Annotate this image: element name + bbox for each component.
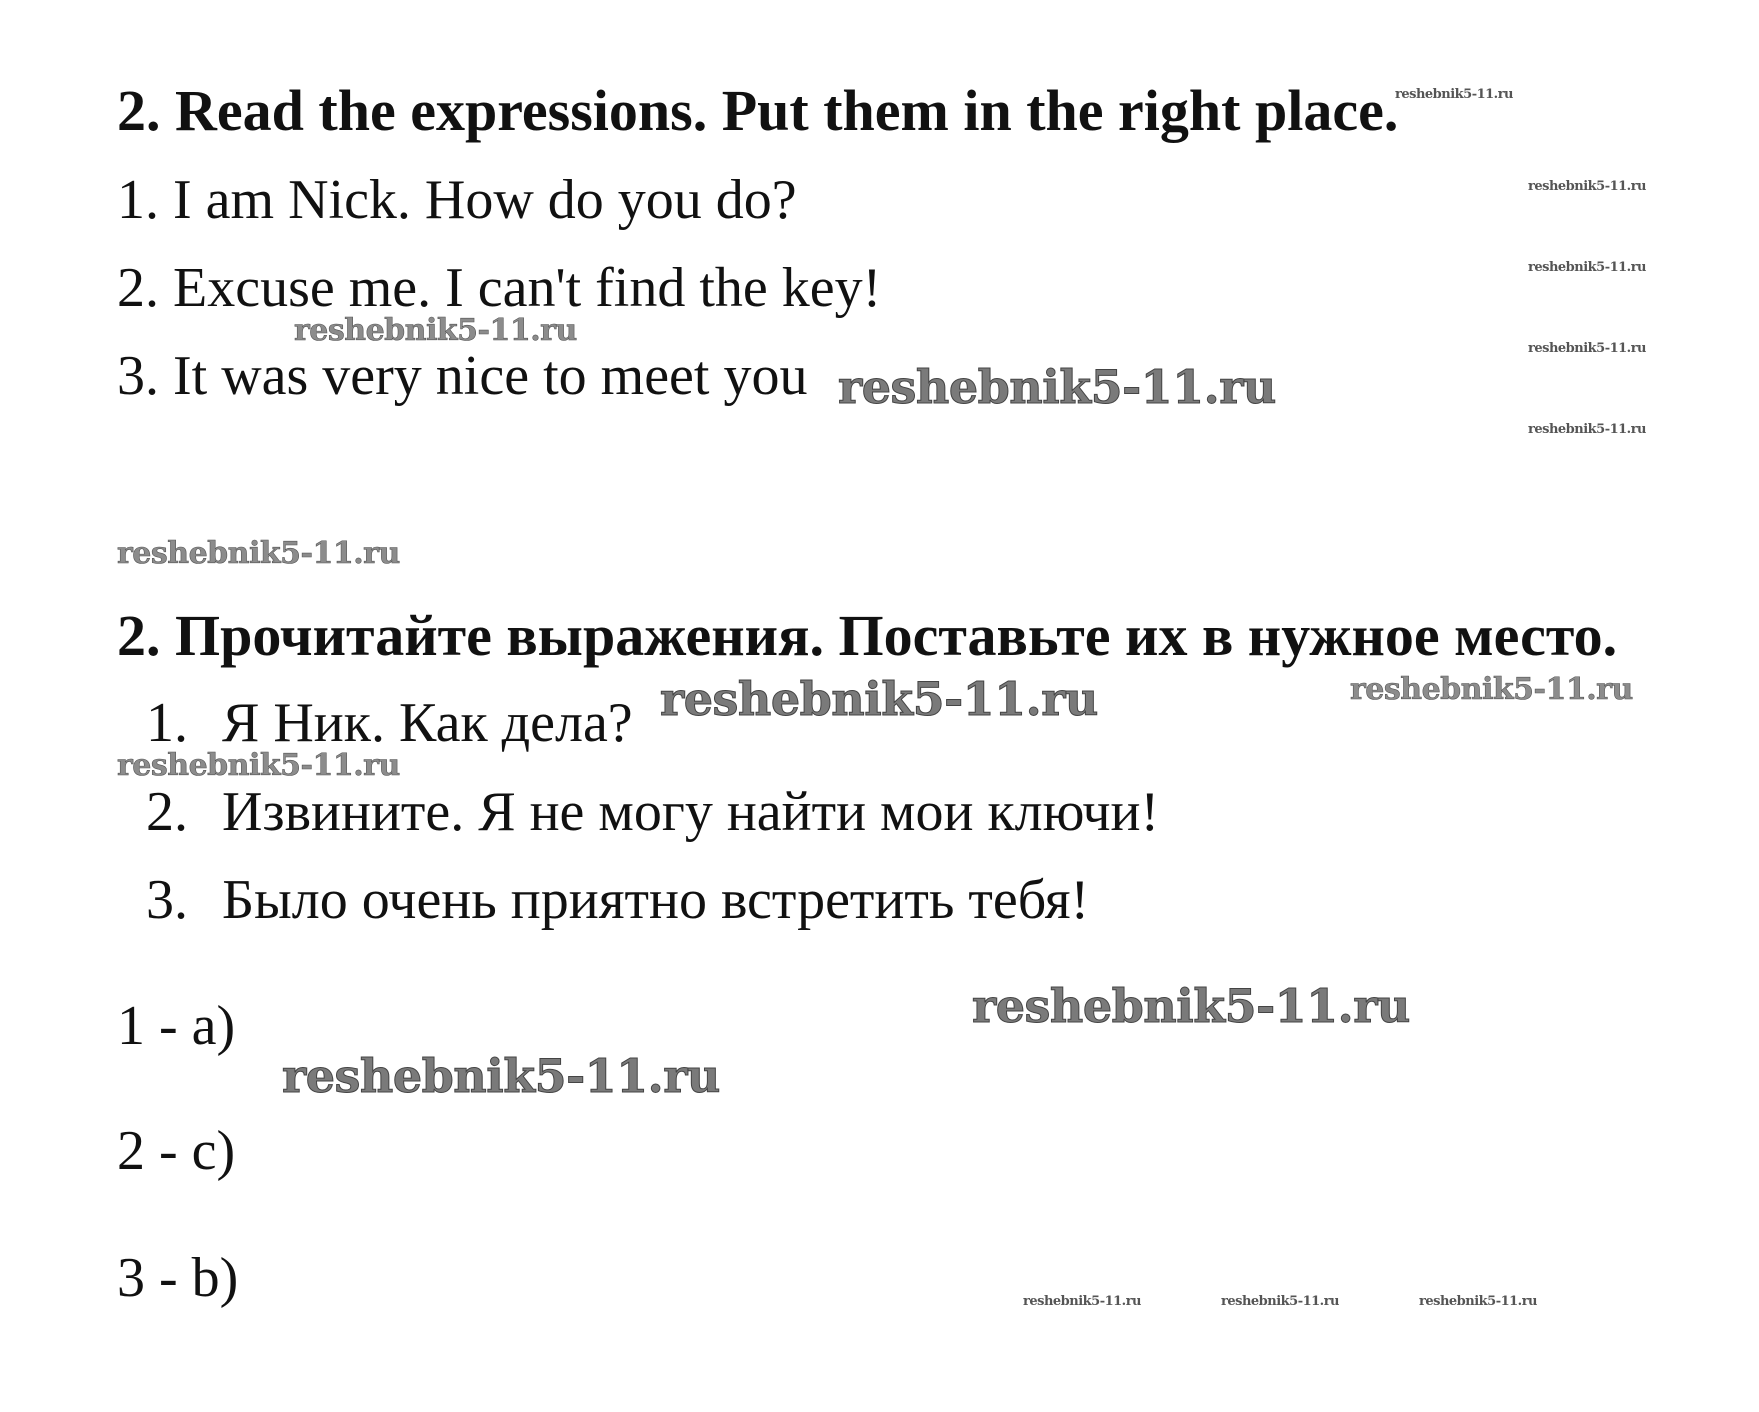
watermark: reshebnik5-11.ru — [1221, 1294, 1340, 1309]
watermark: reshebnik5-11.ru — [1528, 422, 1647, 437]
answer-1: 1 - a) — [117, 995, 236, 1057]
item-text: Извините. Я не могу найти мои ключи! — [222, 781, 1160, 843]
item-number: 3. — [146, 869, 188, 931]
item-text: Я Ник. Как дела? — [222, 692, 633, 754]
watermark: reshebnik5-11.ru — [660, 672, 1098, 726]
answer-2: 2 - c) — [117, 1120, 236, 1182]
exercise-item-en-2: 2. Excuse me. I can't find the key! — [117, 257, 882, 319]
watermark: reshebnik5-11.ru — [1023, 1294, 1142, 1309]
watermark: reshebnik5-11.ru — [1528, 179, 1647, 194]
exercise-heading-en: 2. Read the expressions. Put them in the right place. — [117, 78, 1399, 143]
watermark: reshebnik5-11.ru — [1395, 87, 1514, 102]
watermark: reshebnik5-11.ru — [1528, 260, 1647, 275]
exercise-heading-ru: 2. Прочитайте выражения. Поставьте их в нужное место. — [117, 603, 1618, 668]
watermark: reshebnik5-11.ru — [117, 536, 400, 571]
watermark: reshebnik5-11.ru — [294, 313, 577, 348]
answer-3: 3 - b) — [117, 1247, 239, 1309]
item-number: 2. — [146, 781, 188, 843]
watermark: reshebnik5-11.ru — [1350, 672, 1633, 707]
exercise-item-en-1: 1. I am Nick. How do you do? — [117, 169, 797, 231]
item-number: 1. — [146, 692, 188, 754]
exercise-item-en-3: 3. It was very nice to meet you — [117, 345, 808, 407]
watermark: reshebnik5-11.ru — [282, 1049, 720, 1103]
watermark: reshebnik5-11.ru — [1419, 1294, 1538, 1309]
watermark: reshebnik5-11.ru — [972, 979, 1410, 1033]
item-text: Было очень приятно встретить тебя! — [222, 869, 1090, 931]
watermark: reshebnik5-11.ru — [838, 360, 1276, 414]
watermark: reshebnik5-11.ru — [1528, 341, 1647, 356]
watermark: reshebnik5-11.ru — [117, 748, 400, 783]
exercise-item-ru-3 — [0, 869, 1759, 932]
exercise-item-ru-2 — [0, 781, 1759, 844]
